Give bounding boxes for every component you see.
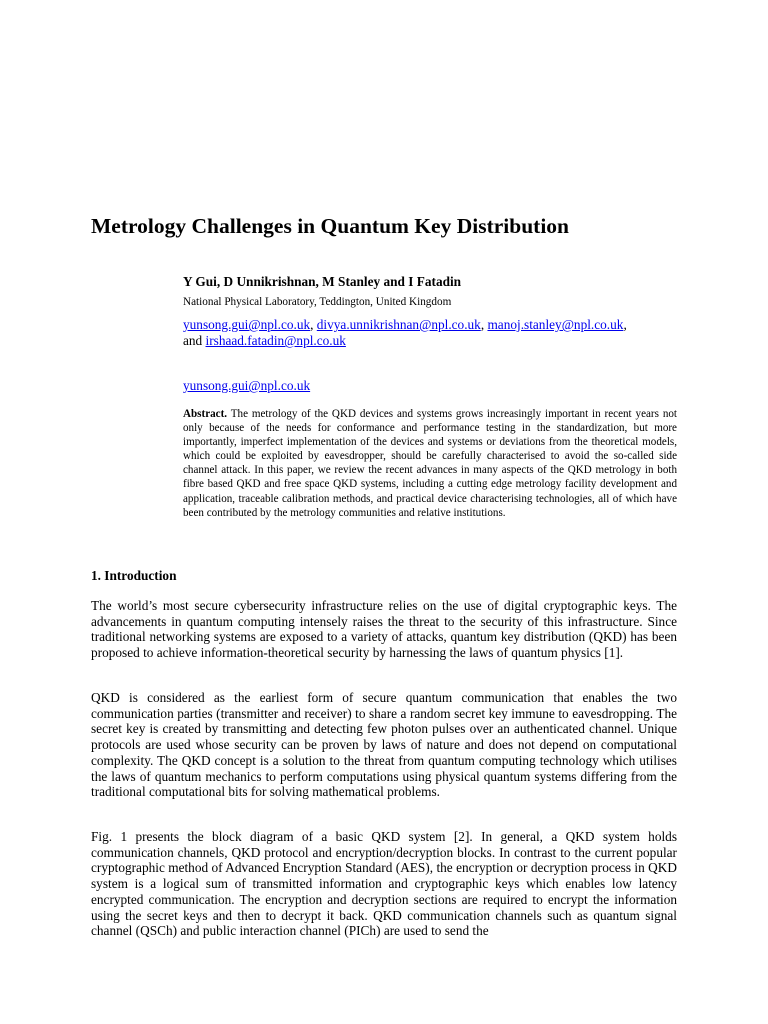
section-heading-introduction: 1. Introduction <box>91 568 177 583</box>
email-link-stanley[interactable]: manoj.stanley@npl.co.uk <box>487 317 624 332</box>
contact-email-line <box>183 378 310 394</box>
paper-title: Metrology Challenges in Quantum Key Distribution <box>91 214 569 238</box>
intro-paragraph-1: The world’s most secure cybersecurity infrastructure relies on the use of digital cryptographic keys. The advancements in quantum computing intensely raises the threat to the security of this infrastructure. Since traditional networking systems are exposed to a variety of attacks, quantum key distribution (QKD) has been proposed to achieve information-theoretical security by harnessing the laws of quantum physics [1]. <box>91 598 677 661</box>
intro-paragraph-3: Fig. 1 presents the block diagram of a basic QKD system [2]. In general, a QKD system holds communication channels, QKD protocol and encryption/decryption blocks. In contrast to the current popular cryptographic method of Advanced Encryption Standard (AES), the encryption or decryption process in QKD system is a logical sum of transmitted information and cryptographic keys which enables low latency encrypted communication. The encryption and decryption sections are required to encrypt the information using the secret keys and then to decrypt it back. QKD communication channels such as quantum signal channel (QSCh) and public interaction channel (PICh) are used to send the <box>91 829 677 939</box>
abstract-label: Abstract. <box>183 408 228 420</box>
email-separator: , <box>480 317 488 332</box>
email-separator: , <box>623 317 627 332</box>
email-and: and <box>183 333 206 348</box>
email-link-gui[interactable]: yunsong.gui@npl.co.uk <box>183 317 311 332</box>
contact-email-link[interactable]: yunsong.gui@npl.co.uk <box>183 378 311 393</box>
author-list: Y Gui, D Unnikrishnan, M Stanley and I Fatadin <box>183 274 462 289</box>
email-separator: , <box>310 317 317 332</box>
affiliation: National Physical Laboratory, Teddington, United Kingdom <box>183 296 452 308</box>
abstract <box>183 407 677 520</box>
email-link-fatadin[interactable]: irshaad.fatadin@npl.co.uk <box>205 333 346 348</box>
intro-paragraph-2: QKD is considered as the earliest form of secure quantum communication that enables the two communication parties (transmitter and receiver) to share a random secret key immune to eavesdropping. The secret key is created by transmitting and detecting few photon pulses over an authenticated channel. Unique protocols are used whose security can be proven by laws of nature and does not depend on computational complexity. The QKD concept is a solution to the threat from quantum computing technology which utilises the laws of quantum mechanics to perform computations using physical quantum systems differing from the traditional computational bits for solving mathematical problems. <box>91 690 677 800</box>
email-link-unnikrishnan[interactable]: divya.unnikrishnan@npl.co.uk <box>316 317 481 332</box>
author-emails <box>183 317 627 349</box>
abstract-text: The metrology of the QKD devices and systems grows increasingly important in recent years not only because of the needs for conformance and performance testing in the standardization, but more importantly, imperfect implementation of the devices and systems or deviations from the theoretical models, which could be exploited by eavesdropper, should be carefully characterised to avoid the so-called side channel attack. In this paper, we review the recent advances in many aspects of the QKD metrology in both fibre based QKD and free space QKD systems, including a cutting edge metrology facility development and application, traceable calibration methods, and practical device characterising technologies, all of which have been contributed by the metrology communities and relative institutions. <box>183 408 677 519</box>
